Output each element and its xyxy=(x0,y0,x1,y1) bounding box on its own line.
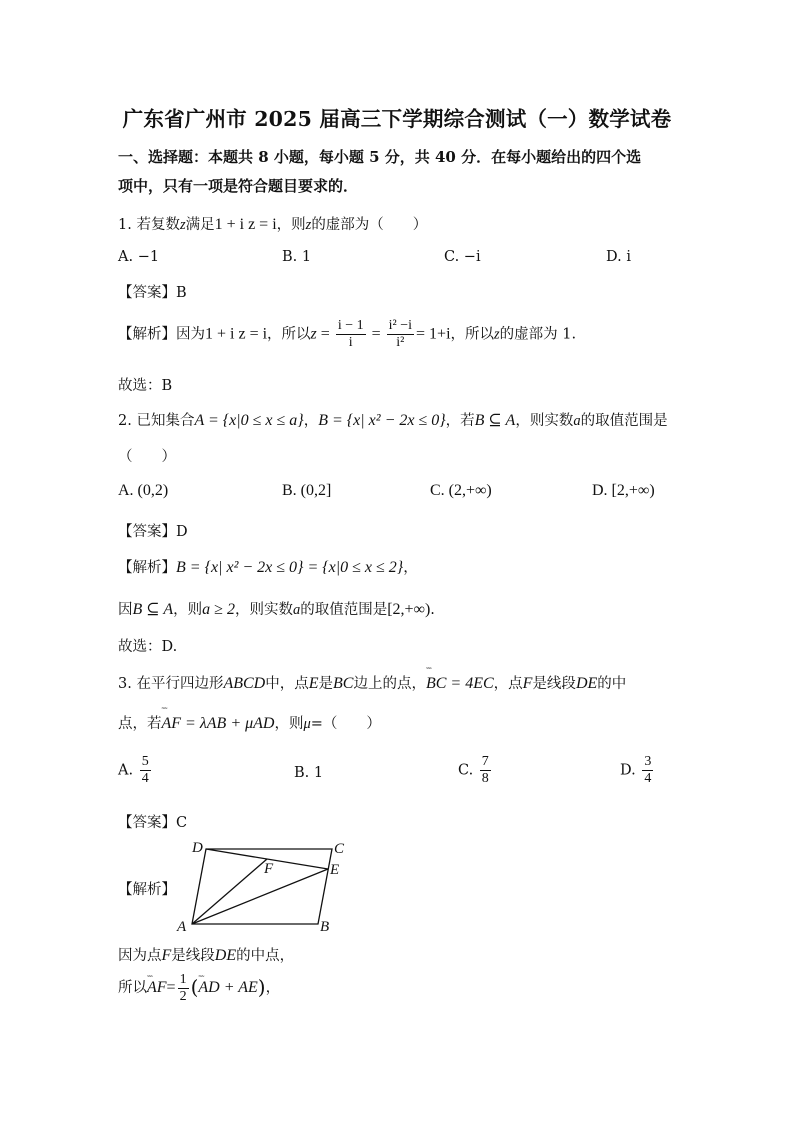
q3-answer: 【答案】C xyxy=(118,815,188,831)
q3-option-b: B. 1 xyxy=(294,765,324,781)
q1-analysis-d: 的虚部为 1. xyxy=(499,326,577,343)
q3-so-lhs: ˜˜˜ AF xyxy=(147,971,167,1005)
q3-s1-d: 边上的点， xyxy=(353,676,426,692)
q2-l2-range: [2,+∞) xyxy=(387,601,431,618)
q1-choose: 故选：B xyxy=(118,378,173,394)
q3-so-vec: ˜˜˜ AD + AE xyxy=(198,971,257,1005)
q3-so-line: 所以˜˜˜ AF= $\frac{1}{2}$ (˜˜˜ AD + AE)， xyxy=(118,970,280,1005)
q3-option-c xyxy=(458,754,493,787)
q2-l2-cond: B ⊆ A xyxy=(132,601,174,618)
q2-paren: （ ） xyxy=(118,449,176,465)
q3-stem-line2 xyxy=(118,712,381,733)
q1-option-b: B. 1 xyxy=(282,249,312,265)
q1-fraction-1 xyxy=(336,318,366,351)
q1-analysis-b: ，所以 xyxy=(267,326,311,343)
label-b: B xyxy=(320,919,330,935)
q2-choose: 故选：D. xyxy=(118,639,178,655)
q3-opt-a-frac xyxy=(140,754,151,787)
section-heading-line2: 项中，只有一项是符合题目要求的． xyxy=(118,177,359,195)
q1-f1-num: i − 1 xyxy=(337,318,364,333)
q3-since-f: F xyxy=(161,947,172,964)
q3-so: 所以 xyxy=(118,980,147,996)
q2-option-a: A. (0,2) xyxy=(118,482,169,499)
q2-analysis-eq: B = {x| x² − 2x ≤ 0} = {x|0 ≤ x ≤ 2} xyxy=(176,559,404,576)
segment-af xyxy=(192,859,267,924)
q3-half-den: 2 xyxy=(179,988,187,1004)
parallelogram-figure xyxy=(170,836,360,936)
q1-z2: z xyxy=(305,217,312,233)
q1-stem-text-b: 满足 xyxy=(185,217,215,233)
q2-l2-a-var: a xyxy=(292,602,301,618)
q3-since-c: 的中点， xyxy=(236,948,295,964)
q3-so-eq: = xyxy=(166,979,176,996)
q2-stem-c: ，则实数 xyxy=(515,413,574,429)
q3-s2-a: 点，若 xyxy=(118,716,162,732)
q2-option-d: D. [2,+∞) xyxy=(592,482,655,499)
q3-opt-d-label: D. xyxy=(620,762,636,779)
q2-a: a xyxy=(573,413,581,429)
q1-f2-den: i² xyxy=(396,335,405,350)
q3-opt-c-den: 8 xyxy=(481,771,489,786)
q2-l2-d: 的取值范围是 xyxy=(300,602,388,618)
q2-analysis-line2 xyxy=(118,598,435,619)
q3-abcd: ABCD xyxy=(223,675,266,692)
q2-stem-d: 的取值范围是 xyxy=(580,413,668,429)
section-heading-line1: 一、选择题：本题共 8 小题，每小题 5 分，共 40 分．在每小题给出的四个选 xyxy=(118,148,642,166)
q3-opt-a-den: 4 xyxy=(141,771,149,786)
q2-set-b: B = {x| x² − 2x ≤ 0} xyxy=(318,412,446,429)
q3-s2-c: =（ ） xyxy=(310,716,381,732)
q3-s2-b: ，则 xyxy=(274,716,304,732)
q3-since-de: DE xyxy=(214,947,237,964)
q2-analysis xyxy=(118,556,418,577)
q2-option-b: B. (0,2] xyxy=(282,482,332,499)
q3-e: E xyxy=(308,675,319,692)
q1-analysis-a: 因为 xyxy=(176,326,205,343)
q1-fraction-2 xyxy=(387,318,414,351)
parallelogram-abcd xyxy=(192,849,332,924)
q3-since-line xyxy=(118,944,294,965)
q2-stem xyxy=(118,409,668,430)
q3-f: F xyxy=(522,675,533,692)
q3-so-end: ， xyxy=(265,980,281,996)
q3-opt-c-frac xyxy=(480,754,491,787)
q2-comma: ， xyxy=(303,413,319,429)
q2-l2-b: ，则 xyxy=(173,602,203,618)
segment-ae xyxy=(192,869,328,924)
q1-analysis-z2: z xyxy=(494,326,500,343)
q3-s1-f: 是线段 xyxy=(532,676,576,692)
q1-condition: 1 + i z = i xyxy=(214,216,277,233)
q3-s1-b: 中，点 xyxy=(265,676,309,692)
q1-stem-text-c: ，则 xyxy=(276,217,306,233)
q1-f1-den: i xyxy=(348,335,353,350)
label-e: E xyxy=(330,862,340,878)
q1-stem xyxy=(118,213,427,234)
q3-opt-c-num: 7 xyxy=(481,754,489,769)
q2-l2-c: ，则实数 xyxy=(234,602,293,618)
q1-option-d: D. i xyxy=(606,249,631,265)
q1-f2-num: i² −i xyxy=(388,318,413,333)
q2-stem-a: 2. 已知集合 xyxy=(118,413,195,429)
q1-analysis-label: 【解析】 xyxy=(118,326,176,343)
q3-s1-c: 是 xyxy=(318,676,334,692)
q3-half-num: 1 xyxy=(179,971,187,987)
q1-analysis-z: z xyxy=(310,325,317,343)
q3-bc: BC xyxy=(333,675,354,692)
exam-title: 广东省广州市 2025 届高三下学期综合测试（一）数学试卷 xyxy=(122,107,672,131)
label-a: A xyxy=(177,919,187,935)
q1-stem-text-a: 1. 若复数 xyxy=(118,217,180,233)
q1-answer: 【答案】B xyxy=(118,285,187,301)
q2-analysis-label: 【解析】 xyxy=(118,560,176,576)
q3-s1-g: 的中 xyxy=(597,676,627,692)
q1-analysis-cond: 1 + i z = i xyxy=(205,325,268,343)
q3-opt-d-frac xyxy=(642,754,653,787)
q3-opt-a-num: 5 xyxy=(141,754,149,769)
q3-option-d xyxy=(620,754,655,787)
q3-since-b: 是线段 xyxy=(171,948,215,964)
q2-set-a: A = {x|0 ≤ x ≤ a} xyxy=(194,412,304,429)
label-d: D xyxy=(192,840,203,856)
q1-analysis: 【解析】因为1 + i z = i，所以z = $\frac{i - 1}{i}$ = $\frac{\text{i² −i}}{\text{i²}}$ = 1+i，所以z的虚部为 1. xyxy=(118,318,577,350)
q1-eq-tail: = 1+i xyxy=(416,325,451,343)
q2-option-c: C. (2,+∞) xyxy=(430,482,492,499)
q3-opt-a-label: A. xyxy=(118,762,134,779)
q1-stem-text-d: 的虚部为（ ） xyxy=(311,217,428,233)
q2-l2-ineq: a ≥ 2 xyxy=(202,601,235,618)
q3-option-a xyxy=(118,754,153,787)
q1-z: z xyxy=(179,217,186,233)
q3-s1-a: 3. 在平行四边形 xyxy=(118,676,224,692)
q1-option-c: C. −i xyxy=(444,249,481,265)
q3-opt-d-den: 4 xyxy=(644,771,652,786)
q3-since-a: 因为点 xyxy=(118,948,162,964)
q3-de: DE xyxy=(575,675,598,692)
q3-opt-c-label: C. xyxy=(458,762,474,779)
q1-option-a: A. −1 xyxy=(118,249,160,265)
q3-opt-d-num: 3 xyxy=(644,754,652,769)
q3-half-frac xyxy=(178,972,189,1005)
q3-vec-eq: ˜˜˜ BC = 4EC xyxy=(426,675,494,693)
q2-answer: 【答案】D xyxy=(118,524,188,540)
q2-stem-b: ，若 xyxy=(445,413,475,429)
q3-vec-eq2: ˜˜˜ AF = λAB + μAD xyxy=(162,715,275,733)
label-f: F xyxy=(264,861,274,877)
q2-l2-a: 因 xyxy=(118,602,133,618)
q3-s1-e: ，点 xyxy=(493,676,523,692)
q2-l2-end: . xyxy=(430,602,435,618)
q3-stem-line1 xyxy=(118,672,626,693)
q3-analysis-label: 【解析】 xyxy=(118,882,176,898)
q3-mu: μ xyxy=(303,716,311,732)
q2-analysis-end: ， xyxy=(403,560,418,576)
label-c: C xyxy=(334,841,345,857)
q2-cond: B ⊆ A xyxy=(474,412,516,429)
q1-analysis-c: ，所以 xyxy=(450,326,495,343)
